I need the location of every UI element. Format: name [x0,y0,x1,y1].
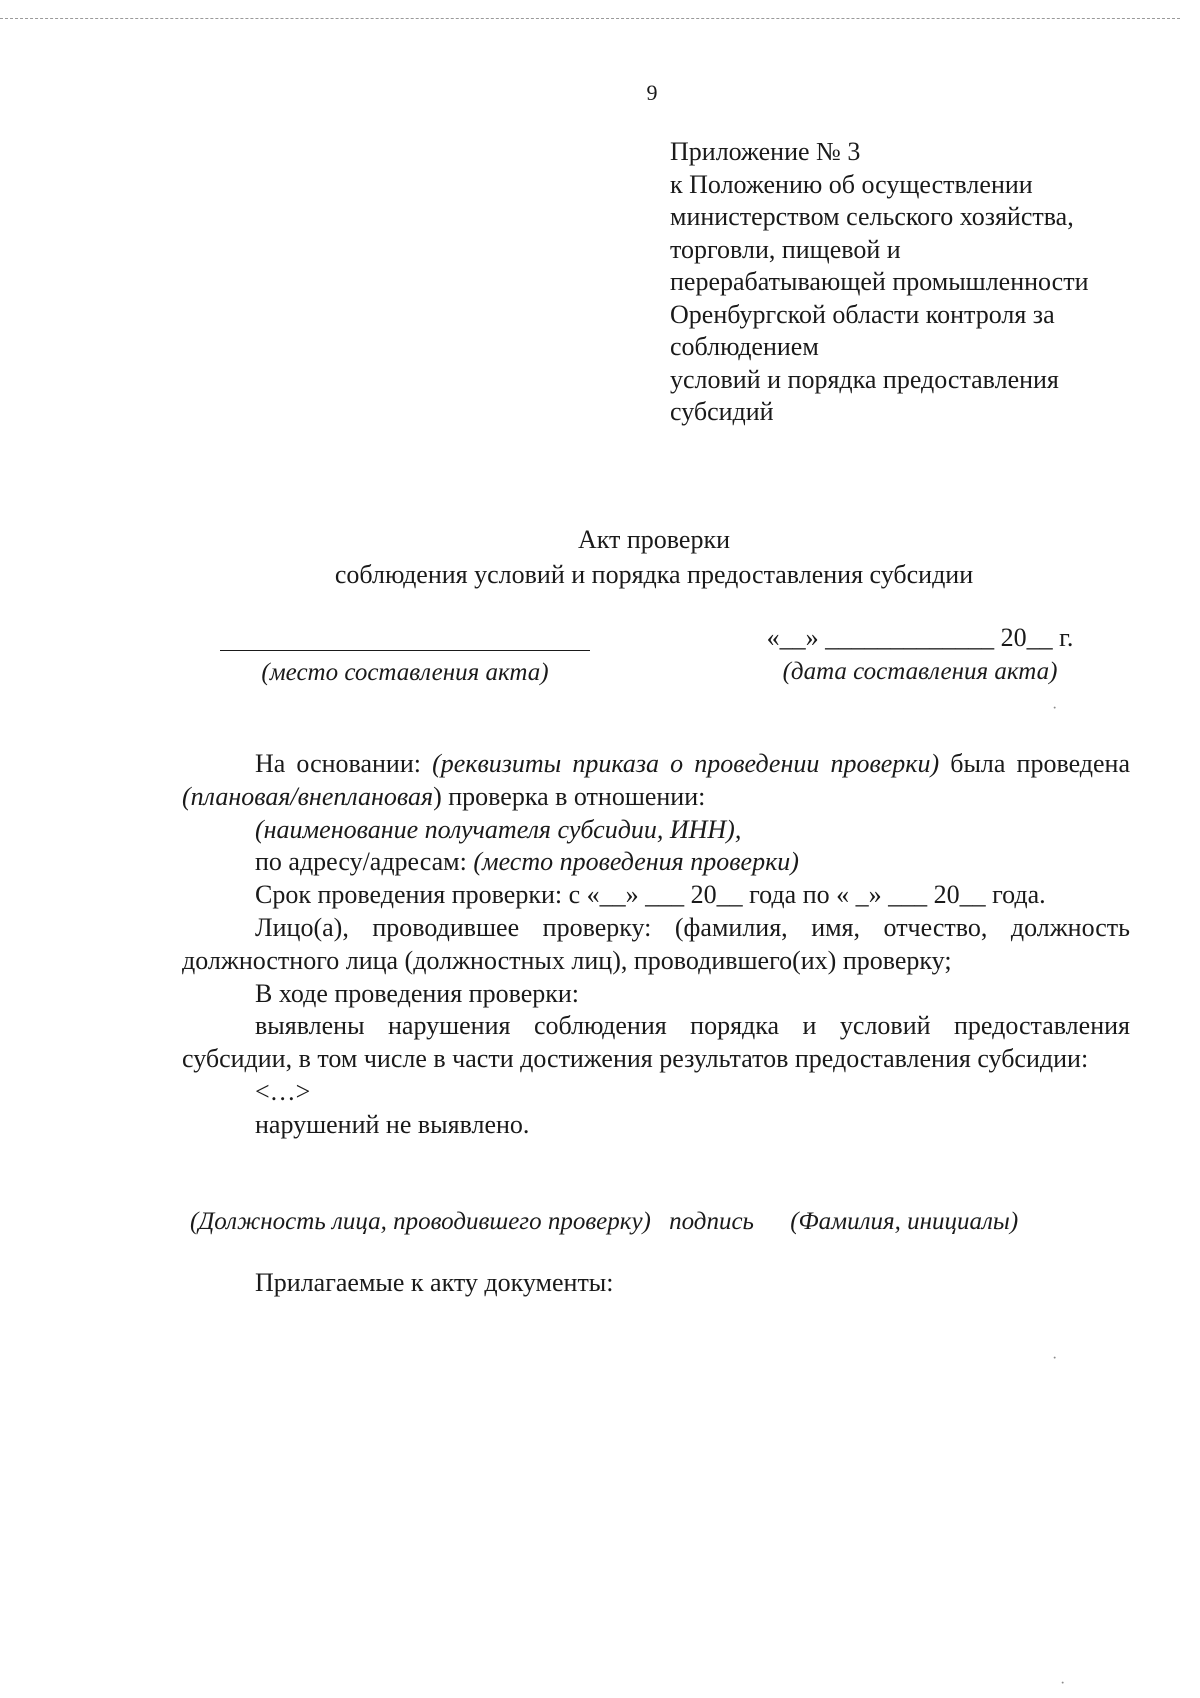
title-line-1: Акт проверки [577,525,731,554]
inspector-paragraph: Лицо(а), проводившее проверку: (фамилия, имя, отчество, должность должностного лица (должностных лиц), проводившего(их) проверку; [182,912,1130,975]
scan-edge-line [0,18,1180,19]
appendix-line: перерабатывающей промышленности [670,267,1089,296]
order-details-placeholder: (реквизиты приказа о проведении проверки) [432,749,940,778]
attached-documents-label: Прилагаемые к акту документы: [255,1268,614,1297]
appendix-line: торговли, пищевой и [670,234,901,264]
signer-name-placeholder: (Фамилия, инициалы) [790,1208,1019,1235]
check-type-placeholder: (плановая/внеплановая [182,781,434,811]
act-body [182,748,1130,1142]
basis-paragraph [182,748,1130,814]
scan-speck: · [1060,1675,1066,1692]
address-paragraph [182,846,1130,879]
basis-text-mid: была проведена [939,749,1131,778]
page-number: 9 [646,80,658,105]
scan-speck: · [1052,1350,1058,1367]
appendix-line: к Положению об осуществлении [670,169,1033,199]
violations-paragraph: выявлены нарушения соблюдения порядка и условий предоставления субсидии, в том числе в части достижения результатов предоставления субсидии: [182,1011,1130,1074]
document-title [0,522,1200,592]
signer-position-placeholder: (Должность лица, проводившего проверку) [190,1208,651,1235]
basis-text: На основании: [255,749,433,778]
during-check-paragraph: В ходе проведения проверки: [255,978,580,1008]
appendix-line: субсидий [670,397,774,426]
appendix-line: Приложение № 3 [670,137,861,166]
address-label: по адресу/адресам: [255,847,474,877]
appendix-line: Оренбургской области контроля за [670,299,1055,329]
appendix-line: соблюдением [670,332,819,361]
no-violations-paragraph: нарушений не выявлено. [255,1109,530,1139]
date-caption: (дата составления акта) [782,658,1058,685]
appendix-header [670,136,1150,429]
address-placeholder: (место проведения проверки) [473,847,799,877]
ellipsis-placeholder: <…> [255,1076,311,1106]
signature-placeholder: подпись [669,1208,754,1235]
basis-text-end: ) проверка в отношении: [433,781,706,811]
date-field [740,622,1100,686]
place-field [220,620,590,687]
period-paragraph: Срок проведения проверки: с «__» ___ 20__ года по « _» ___ 20__ года. [255,880,1046,910]
signature-line [190,1208,1150,1236]
date-blank: «__» _____________ 20__ г. [766,623,1074,652]
appendix-line: условий и порядка предоставления [670,364,1059,394]
place-blank-line [220,620,590,651]
title-line-2: соблюдения условий и порядка предоставления субсидии [334,560,974,589]
scan-speck: · [1052,700,1058,717]
recipient-placeholder: (наименование получателя субсидии, ИНН), [255,814,742,844]
appendix-line: министерством сельского хозяйства, [670,202,1074,231]
place-caption: (место составления акта) [261,659,549,686]
